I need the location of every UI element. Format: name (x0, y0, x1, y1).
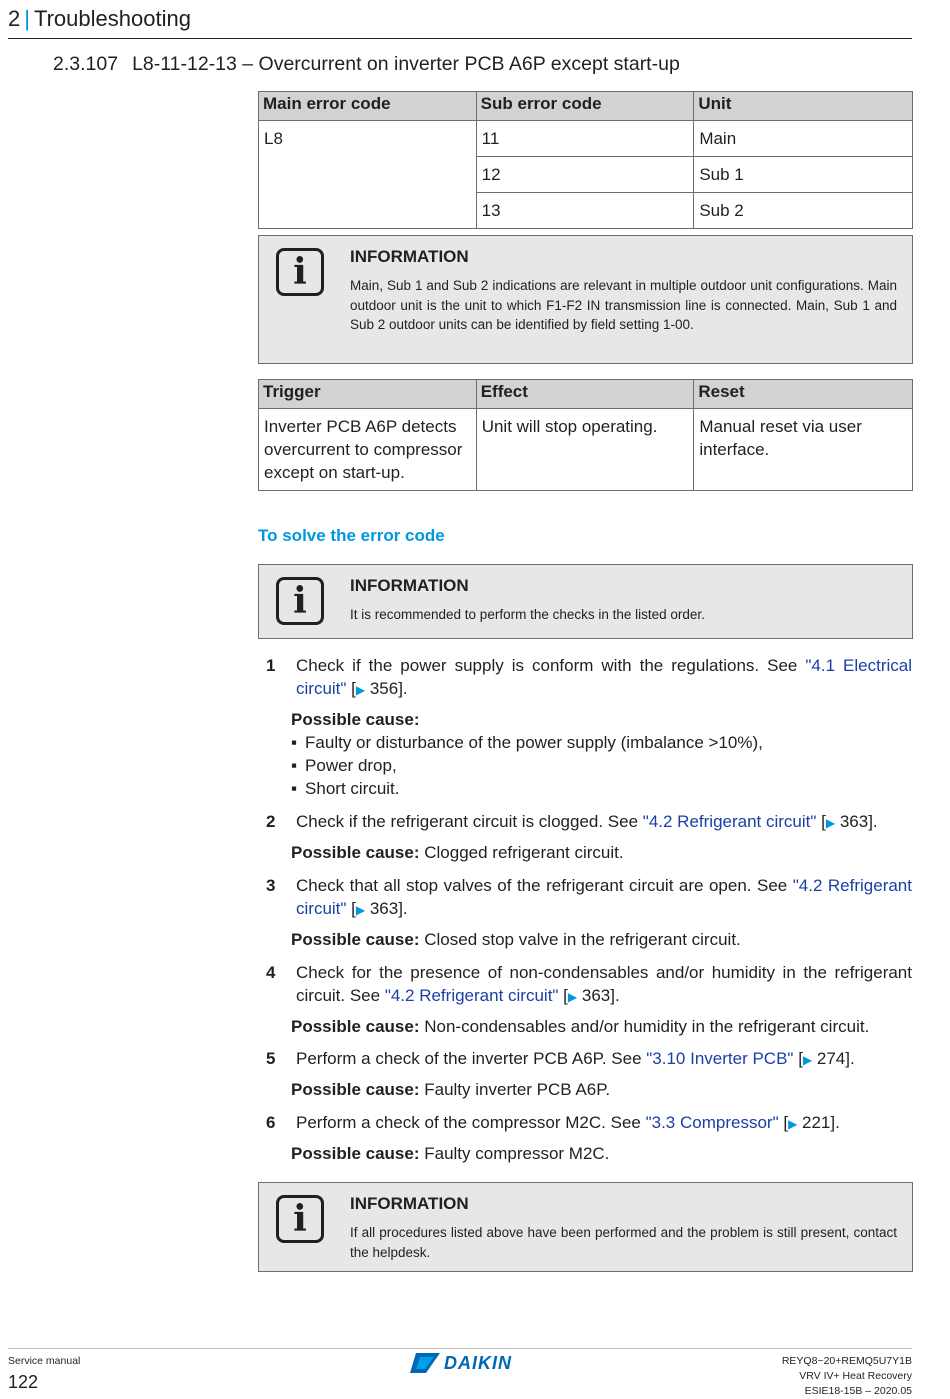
cross-reference-link[interactable]: "4.2 Refrigerant circuit" (384, 986, 559, 1005)
possible-cause (291, 928, 741, 951)
step-text: Check for the presence of non-condensables and/or humidity in the refrigerant circuit. See (296, 963, 912, 1005)
info-icon: i (276, 248, 324, 296)
bracket-open: [ (793, 1049, 803, 1068)
document-code: ESIE18-15B – 2020.05 (804, 1385, 912, 1397)
possible-cause (291, 1142, 609, 1165)
footer-divider (8, 1348, 912, 1349)
page-reference: 363]. (577, 986, 620, 1005)
page-ref-arrow-icon: ▶ (567, 990, 578, 1004)
page-ref-arrow-icon: ▶ (825, 816, 836, 830)
possible-cause-label: Possible cause: (291, 843, 420, 862)
possible-cause-label: Possible cause: (291, 710, 420, 729)
unit-cell: Main (694, 121, 913, 157)
unit-cell: Sub 1 (694, 157, 913, 193)
product-series: VRV IV+ Heat Recovery (799, 1370, 912, 1382)
procedure-step (266, 1047, 912, 1072)
information-text: Main, Sub 1 and Sub 2 indications are relevant in multiple outdoor unit configurations. Main outdoor unit is the unit to which F1-F2 IN transmission line is connected. Main, Sub 1 and Sub 2 outdoor units can be identified by field setting 1-00. (350, 278, 897, 332)
procedure-step (266, 810, 912, 835)
page-reference: 221]. (797, 1113, 840, 1132)
cross-reference-link[interactable]: "3.10 Inverter PCB" (646, 1049, 794, 1068)
header-divider: | (24, 6, 30, 31)
list-item: ▪ Faulty or disturbance of the power supply (imbalance >10%), (291, 731, 763, 754)
cause-list (291, 731, 763, 800)
table-row (259, 121, 913, 157)
column-header: Effect (476, 380, 694, 409)
possible-cause-text: Closed stop valve in the refrigerant circuit. (419, 930, 741, 949)
information-title: INFORMATION (350, 576, 469, 595)
effect-cell: Unit will stop operating. (476, 409, 694, 491)
procedure-step (266, 654, 912, 702)
chapter-number: 2 (8, 6, 21, 31)
possible-cause (291, 1015, 869, 1038)
reset-cell: Manual reset via user interface. (694, 409, 913, 491)
model-code: REYQ8~20+REMQ5U7Y1B (781, 1355, 912, 1367)
information-box (258, 1182, 913, 1272)
page-number: 122 (8, 1372, 39, 1392)
list-item: ▪ Short circuit. (291, 777, 763, 800)
step-number: 2 (266, 812, 276, 831)
possible-cause-heading (291, 708, 420, 731)
step-text: Check that all stop valves of the refrigerant circuit are open. See (296, 876, 793, 895)
table-header-row (259, 380, 913, 409)
step-number: 5 (266, 1049, 276, 1068)
document-type: Service manual (8, 1355, 81, 1367)
document-info (782, 1354, 912, 1399)
bracket-open: [ (558, 986, 568, 1005)
information-text: It is recommended to perform the checks in the listed order. (350, 607, 705, 622)
possible-cause-text: Faulty inverter PCB A6P. (419, 1080, 611, 1099)
possible-cause-text: Clogged refrigerant circuit. (419, 843, 624, 862)
column-header: Main error code (259, 92, 477, 121)
section-title: L8-11-12-13 – Overcurrent on inverter PCB A6P except start-up (132, 53, 680, 75)
column-header: Unit (694, 92, 913, 121)
sub-error-code-cell: 13 (476, 193, 694, 229)
step-text: Check if the refrigerant circuit is clogged. See (296, 812, 643, 831)
page-reference: 274]. (812, 1049, 855, 1068)
sub-error-code-cell: 12 (476, 157, 694, 193)
page-ref-arrow-icon: ▶ (355, 903, 366, 917)
table-row (259, 409, 913, 491)
page-reference: 363]. (365, 899, 408, 918)
brand-name: DAIKIN (444, 1352, 512, 1373)
step-text: Check if the power supply is conform with the regulations. See (296, 656, 806, 675)
possible-cause-label: Possible cause: (291, 1017, 420, 1036)
column-header: Sub error code (476, 92, 694, 121)
page-ref-arrow-icon: ▶ (788, 1117, 798, 1131)
information-box (258, 235, 913, 364)
bracket-open: [ (778, 1113, 789, 1132)
page-ref-arrow-icon: ▶ (802, 1053, 813, 1067)
step-number: 6 (266, 1113, 276, 1132)
page-header (8, 4, 912, 39)
information-title: INFORMATION (350, 1194, 469, 1213)
step-text: Perform a check of the inverter PCB A6P. See (296, 1049, 647, 1068)
possible-cause-text: Non-condensables and/or humidity in the refrigerant circuit. (419, 1017, 870, 1036)
possible-cause (291, 1078, 610, 1101)
sub-error-code-cell: 11 (476, 121, 694, 157)
bracket-open: [ (816, 812, 826, 831)
information-title: INFORMATION (350, 247, 469, 266)
possible-cause-text: Faulty compressor M2C. (419, 1144, 610, 1163)
page-reference: 363]. (835, 812, 878, 831)
page-ref-arrow-icon: ▶ (355, 683, 366, 697)
daikin-logo-icon (410, 1353, 440, 1373)
information-text: If all procedures listed above have been performed and the problem is still present, contact the helpdesk. (350, 1225, 897, 1260)
solve-heading: To solve the error code (258, 526, 445, 545)
main-error-code-cell: L8 (259, 121, 477, 229)
bracket-open: [ (346, 679, 356, 698)
step-text: Perform a check of the compressor M2C. See (296, 1113, 646, 1132)
error-code-table (258, 91, 913, 229)
unit-cell: Sub 2 (694, 193, 913, 229)
info-icon: i (276, 1195, 324, 1243)
procedure-step (266, 874, 912, 922)
column-header: Reset (694, 380, 913, 409)
information-box (258, 564, 913, 639)
cross-reference-link[interactable]: "4.1 Electrical circuit" (296, 656, 912, 698)
list-item: ▪ Power drop, (291, 754, 763, 777)
page-reference: 356]. (365, 679, 408, 698)
procedure-step (266, 961, 912, 1009)
step-number: 4 (266, 963, 276, 982)
info-icon: i (276, 577, 324, 625)
table-header-row (259, 92, 913, 121)
cross-reference-link[interactable]: "4.2 Refrigerant circuit" (296, 876, 912, 918)
possible-cause-label: Possible cause: (291, 930, 420, 949)
procedure-step (266, 1111, 912, 1136)
daikin-logo (410, 1352, 512, 1374)
step-number: 3 (266, 876, 276, 895)
cross-reference-link[interactable]: "3.3 Compressor" (645, 1113, 779, 1132)
trigger-effect-reset-table (258, 379, 913, 491)
possible-cause (291, 841, 624, 864)
step-number: 1 (266, 656, 276, 675)
trigger-cell: Inverter PCB A6P detects overcurrent to compressor except on start-up. (259, 409, 477, 491)
possible-cause-label: Possible cause: (291, 1144, 420, 1163)
section-heading (53, 52, 680, 76)
chapter-title: Troubleshooting (33, 6, 191, 31)
possible-cause-label: Possible cause: (291, 1080, 420, 1099)
cross-reference-link[interactable]: "4.2 Refrigerant circuit" (642, 812, 817, 831)
bracket-open: [ (346, 899, 356, 918)
column-header: Trigger (259, 380, 477, 409)
section-number: 2.3.107 (53, 53, 119, 75)
